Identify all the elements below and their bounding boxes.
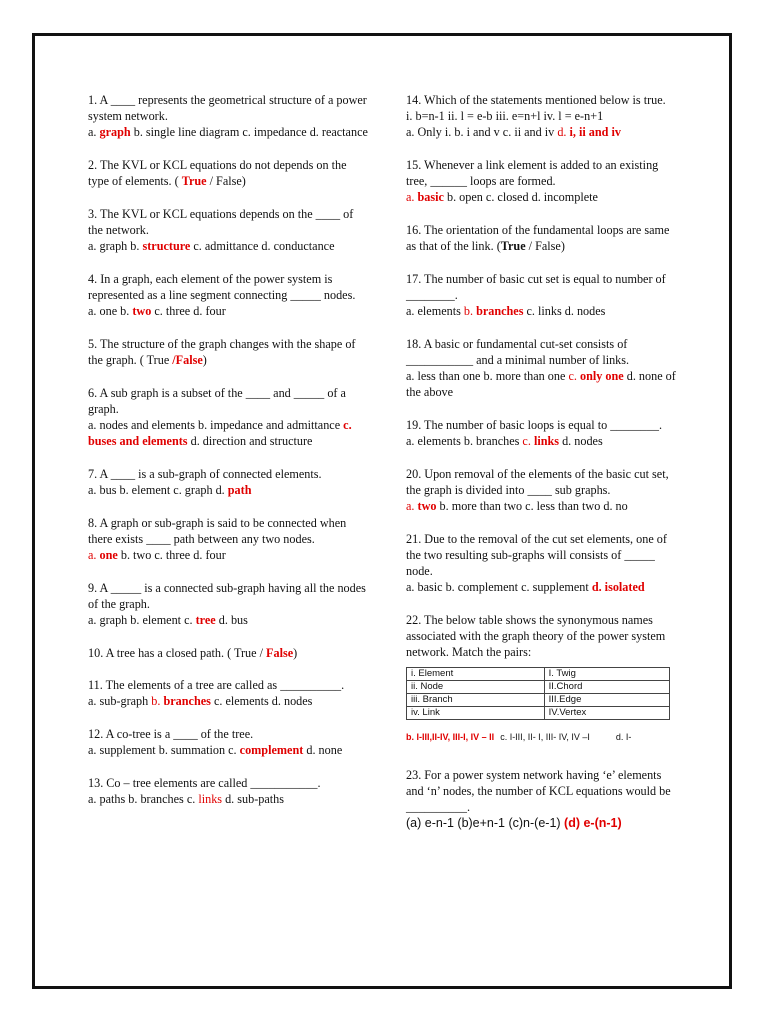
question-options [88,303,370,319]
question-stem: 10. A tree has a closed path. ( True / [88,645,267,660]
answer-text: two [132,304,152,319]
table-cell: II.Chord [544,680,669,693]
question-r-5 [406,336,678,401]
table-row [407,706,670,719]
left-column [88,92,370,824]
question-stem: 8. A graph or sub-graph is said to be connected when there exists ____ path between any two nodes. [88,515,347,546]
question-options [266,646,297,660]
option-text: a. supplement b. summation c. [88,743,240,758]
question-stem: 14. Which of the statements mentioned below is true. [406,93,666,107]
question-stem: 6. A sub graph is a subset of the ____ and _____ of a graph. [88,385,346,416]
table-row [407,693,670,706]
option-text: a. bus b. element c. graph d. [88,483,228,497]
answer-text: basic [417,190,444,205]
option-text: a. basic b. complement c. supplement [406,580,592,595]
table-cell: iv. Link [407,706,545,719]
option-text: / False) [206,174,246,189]
right-questions [406,92,678,596]
question-23-answer: (d) e-(n-1) [564,816,622,831]
answer-text: structure [142,239,191,254]
option-text: c. admittance d. conductance [190,239,335,254]
question-l-1 [88,92,370,141]
question-options [88,238,370,254]
option-text: c. elements d. nodes [210,694,313,709]
option-text: a. nodes and elements b. impedance and admittance [88,418,344,432]
option-text: a. [406,499,418,514]
table-cell: IV.Vertex [544,706,669,719]
option-text: a. [88,548,100,562]
question-stem: 21. Due to the removal of the cut set elements, one of the two resulting sub-graphs will consists of _____ node. [406,531,667,579]
answer-text: two [417,499,437,514]
question-stem: 11. The elements of a tree are called as __________. [88,678,345,693]
answer-text: graph [99,125,131,140]
question-options [182,174,246,188]
question-stem: 18. A basic or fundamental cut-set consists of ___________ and a minimal number of links. [406,336,630,367]
table-cell: III.Edge [544,693,669,706]
question-options [88,124,370,140]
question-stem: 9. A _____ is a connected sub-graph having all the nodes of the graph. [88,580,366,611]
option-text: c. links d. nodes [523,304,606,319]
option-text: a. [406,190,418,205]
option-text: ) [293,645,298,660]
question-options [406,433,678,449]
option-text: d. none of the above [406,369,676,400]
answer-text: only one [579,369,624,384]
question-stem: 4. In a graph, each element of the power system is represented as a line segment connecting _____ nodes. [88,271,356,302]
option-text: c. three d. four [151,304,226,319]
question-22-stem: 22. The below table shows the synonymous names associated with the graph theory of the power system network. Match the pairs: [406,613,666,660]
question-l-7 [88,466,370,498]
option-text: a. elements b. branches [406,434,523,449]
answer-text: branches [163,694,211,709]
option-text: a. less than one b. more than one [406,369,569,384]
option-text: / False) [525,239,565,254]
question-options [406,189,678,205]
question-l-2 [88,157,370,189]
answer-text: False [266,645,294,660]
question-options [88,742,370,758]
option-text: b. [463,304,477,319]
option-text: d. I- [615,731,632,742]
option-text: d. [557,125,570,140]
question-stem: 16. The orientation of the fundamental loops are same as that of the link. ( [406,223,670,254]
question-options [88,482,370,498]
answer-text: one [99,548,118,562]
question-r-7 [406,466,678,515]
table-row [407,680,670,693]
answer-text: c. buses and elements [88,418,352,449]
question-r-3 [406,222,678,254]
option-text: c. I-III, II- I, III- IV, IV –I [500,731,590,742]
option-text: ) [202,353,207,367]
question-stem: 13. Co – tree elements are called ___________. [88,775,321,790]
option-text: d. nodes [559,434,603,449]
option-text: b. open c. closed d. incomplete [443,190,598,205]
question-l-8 [88,515,370,564]
question-23 [406,767,678,832]
question-stem: 2. The KVL or KCL equations do not depends on the type of elements. ( [88,158,347,189]
option-text: True [500,239,526,254]
answer-text: path [227,483,252,497]
option-text: a. sub-graph [88,694,152,709]
question-options [501,239,565,253]
option-text: b. two c. three d. four [117,548,226,562]
question-l-5 [88,336,370,368]
option-text: a. paths b. branches c. [88,791,199,806]
option-text: b. more than two c. less than two d. no [436,499,628,514]
question-stem: 1. A ____ represents the geometrical structure of a power system network. [88,93,367,124]
option-text: a. [88,125,100,140]
option-text: a. graph b. [88,239,143,254]
option-text: d. direction and structure [187,434,313,449]
question-options [406,498,678,514]
question-options [406,303,678,319]
question-l-10 [88,645,370,661]
question-options [88,791,370,807]
option-text: d. none [303,743,343,758]
answer-text: /False [172,353,203,367]
option-text: i. b=n-1 ii. l = e-b iii. e=n+l iv. l = e-n+1 [406,109,604,124]
answer-text: links [533,434,560,449]
question-l-12 [88,726,370,758]
answer-text: i, ii and iv [569,125,621,140]
question-options [88,612,370,628]
question-l-9 [88,580,370,629]
question-options [406,579,678,595]
question-stem: 15. Whenever a link element is added to an existing tree, ______ loops are formed. [406,158,659,189]
question-l-6 [88,385,370,450]
table-cell: I. Twig [544,667,669,680]
table-row [407,667,670,680]
option-text: b. single line diagram c. impedance d. reactance [130,125,368,140]
option-text: links [198,791,223,806]
option-text: d. bus [215,613,248,627]
option-text: c. [568,369,580,384]
option-text: b. [151,694,164,709]
question-22-options [406,729,678,745]
table-cell: i. Element [407,667,545,680]
question-stem: 7. A ____ is a sub-graph of connected elements. [88,466,322,481]
question-stem: 19. The number of basic loops is equal to ________. [406,418,663,432]
option-text: a. Only i. b. i and v c. ii and iv [406,125,558,140]
question-options [88,547,370,563]
option-text: d. sub-paths [222,791,284,806]
question-options [406,108,678,140]
synonym-table [406,667,670,720]
question-stem: 20. Upon removal of the elements of the basic cut set, the graph is divided into ____ sub graphs. [406,466,669,497]
answer-text: True [181,174,207,189]
question-l-4 [88,271,370,320]
answer-text: tree [195,613,216,627]
question-stem: 5. The structure of the graph changes with the shape of the graph. ( True [88,336,356,367]
question-23-choices: (a) e-n-1 (b)e+n-1 (c)n-(e-1) [406,816,565,831]
option-text: a. one b. [88,304,133,319]
question-r-8 [406,531,678,596]
table-cell: iii. Branch [407,693,545,706]
question-stem: 3. The KVL or KCL equations depends on the ____ of the network. [88,206,354,237]
answer-text: branches [476,304,524,319]
question-stem: 12. A co-tree is a ____ of the tree. [88,726,254,741]
question-r-4 [406,271,678,320]
question-23-options [406,815,678,831]
question-l-13 [88,775,370,807]
option-text: a. graph b. element c. [88,613,196,627]
question-22 [406,612,678,745]
question-options [406,368,678,400]
question-l-3 [88,206,370,255]
option-text: c. [522,434,534,449]
question-23-stem: 23. For a power system network having ‘e’ elements and ‘n’ nodes, the number of KCL equations would be __________. [406,767,671,815]
question-stem: 17. The number of basic cut set is equal to number of ________. [406,271,666,302]
question-r-1 [406,92,678,141]
answer-text: d. isolated [591,580,645,595]
question-r-2 [406,157,678,206]
question-options [88,693,370,709]
question-options [172,353,207,367]
question-r-6 [406,417,678,449]
table-cell: ii. Node [407,680,545,693]
right-column [406,92,678,848]
answer-text: b. I-III,II-IV, III-I, IV – II [406,731,495,742]
option-text: a. elements [406,304,464,319]
question-options [88,417,370,449]
answer-text: complement [239,743,304,758]
question-l-11 [88,677,370,709]
